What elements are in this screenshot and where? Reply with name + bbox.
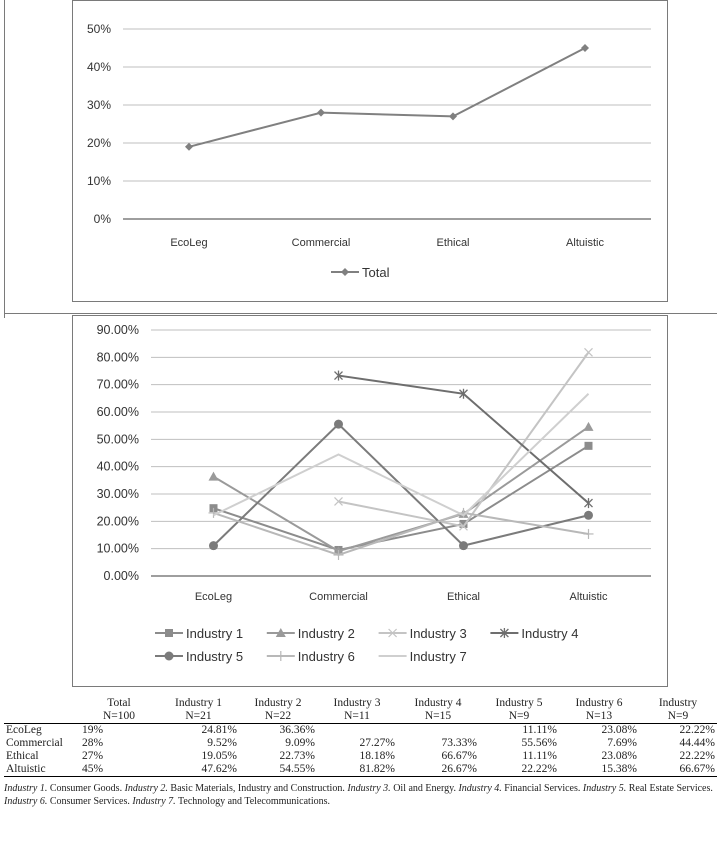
legend-industry-1-label: Industry 1	[186, 626, 244, 641]
legend-industry-3-label: Industry 3	[409, 626, 467, 641]
xtick-label-commercial: Commercial	[291, 237, 351, 249]
note-industry-label: Industry 2.	[124, 783, 168, 794]
note-industry-text: Basic Materials, Industry and Construction.	[167, 783, 348, 794]
ytick-label: 30%	[86, 98, 111, 112]
table-cell: 26.67%	[397, 763, 479, 777]
legend-total-label: Total	[362, 265, 390, 280]
table-cell: 22.22%	[479, 763, 559, 777]
column-header-line1: Industry 2	[254, 697, 302, 709]
note-industry-text: Oil and Energy.	[390, 783, 459, 794]
note-industry-text: Consumer Goods.	[47, 783, 125, 794]
column-header-line1: Industry	[658, 697, 698, 709]
xtick-label-altuistic: Altuistic	[569, 591, 608, 603]
ytick-label: 40%	[86, 60, 111, 74]
column-header-line2: N=22	[264, 710, 292, 722]
xtick-label-altuistic: Altuistic	[566, 237, 604, 249]
table-body	[4, 724, 717, 777]
table-cell: 9.52%	[207, 737, 237, 749]
note-industry-text: Real Estate Services.	[626, 783, 713, 794]
note-industry-label: Industry 4.	[458, 783, 502, 794]
ytick-label: 20%	[86, 136, 111, 150]
table-cell: 45%	[80, 763, 158, 777]
column-header-line2: N=13	[585, 710, 613, 722]
ytick-label: 40.00%	[96, 459, 139, 474]
ytick-label: 0.00%	[103, 569, 139, 583]
table-cell: 15.38%	[559, 763, 639, 777]
note-industry-label: Industry 6.	[4, 796, 48, 807]
series-industry-6	[209, 508, 594, 560]
table-cell: 27%	[82, 750, 104, 762]
outer-frame-left	[4, 0, 5, 318]
table-cell: 11.11%	[522, 750, 557, 762]
series-industry-2-point-ecoleg	[209, 472, 219, 481]
column-header-line1: Industry 3	[333, 697, 381, 709]
note-industry-text: Consumer Services.	[47, 796, 133, 807]
column-header-line2: N=11	[344, 710, 370, 722]
series-industry-4-point-altuistic	[585, 498, 593, 508]
table-row-ecoleg	[4, 724, 717, 738]
industry-chart-panel	[72, 315, 668, 687]
table-row-ethical	[4, 750, 717, 763]
total-line-chart	[73, 1, 667, 301]
ytick-label: 20.00%	[96, 514, 139, 529]
legend-industry-2-label: Industry 2	[297, 626, 355, 641]
table-cell: 22.22%	[679, 724, 715, 736]
ytick-label: 70.00%	[96, 377, 139, 392]
column-header-industry-4	[397, 697, 479, 724]
table-cell: 22.73%	[279, 750, 315, 762]
row-label: EcoLeg	[6, 724, 42, 736]
table-cell: 23.08%	[601, 750, 637, 762]
series-industry-5-point-ecoleg	[209, 541, 218, 550]
results-table	[4, 697, 717, 777]
legend-total-marker	[341, 268, 349, 276]
column-header-line1: Industry 6	[575, 697, 623, 709]
table-cell: 28%	[82, 737, 104, 749]
column-header-industry-3	[317, 697, 397, 724]
legend-industry-4	[490, 626, 578, 641]
table-note	[4, 782, 714, 844]
table-cell: 55.56%	[521, 737, 557, 749]
total-chart-panel	[72, 0, 668, 302]
xtick-label-ecoleg: EcoLeg	[194, 591, 233, 603]
table-cell	[317, 724, 397, 738]
xtick-label-ethical: Ethical	[446, 591, 481, 603]
column-header-line1: Total	[107, 697, 131, 709]
ytick-label: 10.00%	[96, 541, 139, 556]
industry-line-chart	[73, 316, 667, 686]
column-header-line2: N=21	[185, 710, 212, 722]
legend-industry-3	[379, 626, 467, 641]
table-row-altuistic	[4, 763, 717, 777]
column-header-industry-1	[158, 697, 239, 724]
legend-industry-1-marker	[165, 629, 173, 637]
series-industry-2-point-altuistic	[584, 422, 594, 431]
legend-industry-6	[267, 649, 355, 664]
table-header-row	[4, 697, 717, 724]
column-header-line2: N=9	[508, 710, 530, 722]
ytick-label: 50.00%	[96, 432, 139, 447]
table-row-commercial	[4, 737, 717, 750]
series-industry-5-point-altuistic	[584, 511, 593, 520]
ytick-label: 50%	[86, 22, 111, 36]
table-cell: 44.44%	[679, 737, 715, 749]
series-industry-5-point-commercial	[334, 420, 343, 429]
series-industry-1	[210, 442, 593, 554]
legend-industry-7	[379, 649, 467, 664]
legend-industry-6-label: Industry 6	[297, 649, 355, 664]
table-cell: 18.18%	[359, 750, 395, 762]
legend-industry-1	[155, 626, 243, 641]
column-header-industry-5	[479, 697, 559, 724]
table-cell: 11.11%	[522, 724, 557, 736]
series-industry-6-point-altuistic	[584, 529, 594, 539]
table-cell: 73.33%	[441, 737, 477, 749]
column-header-industry-6	[559, 697, 639, 724]
ytick-label: 10%	[86, 174, 111, 188]
legend-industry-2	[267, 626, 355, 641]
outer-frame-divider	[4, 313, 717, 314]
note-industry-label: Industry 1.	[4, 783, 48, 794]
legend-industry-5-marker	[165, 652, 174, 661]
table-cell: 19.05%	[201, 750, 237, 762]
ytick-label: 60.00%	[96, 405, 139, 419]
column-header-industry	[639, 697, 717, 724]
table-cell: 66.67%	[441, 750, 477, 762]
note-industry-text: Financial Services.	[501, 783, 583, 794]
legend-industry-6-marker	[276, 651, 286, 661]
table-cell: 47.62%	[158, 763, 239, 777]
row-label: Commercial	[6, 737, 63, 749]
legend-industry-7-label: Industry 7	[409, 649, 467, 664]
note-industry-text: Technology and Telecommunications.	[175, 796, 330, 807]
series-total-point-commercial	[317, 109, 325, 117]
ytick-label: 80.00%	[96, 350, 139, 365]
xtick-label-ecoleg: EcoLeg	[170, 237, 208, 249]
ytick-label: 0%	[93, 212, 111, 226]
legend-industry-4-label: Industry 4	[521, 626, 579, 641]
table-cell: 27.27%	[359, 737, 395, 749]
ytick-label: 90.00%	[96, 323, 139, 337]
note-industry-label: Industry 3.	[347, 783, 391, 794]
column-header-total	[80, 697, 158, 724]
table-cell: 66.67%	[639, 763, 717, 777]
table-cell: 22.22%	[679, 750, 715, 762]
column-header-line1: Industry 5	[495, 697, 543, 709]
table-cell: 54.55%	[239, 763, 317, 777]
row-label: Altuistic	[4, 763, 80, 777]
legend-industry-5-label: Industry 5	[186, 649, 244, 664]
series-industry-3-point-altuistic	[585, 348, 593, 356]
table-cell: 36.36%	[279, 724, 315, 736]
table-cell: 9.09%	[285, 737, 315, 749]
table-cell: 7.69%	[607, 737, 637, 749]
series-total-point-ecoleg	[185, 143, 193, 151]
xtick-label-commercial: Commercial	[309, 591, 368, 603]
series-total-point-ethical	[449, 112, 457, 120]
column-header-line2: N=15	[424, 710, 452, 722]
series-industry-1-point-altuistic	[585, 442, 593, 450]
legend-industry-5	[155, 649, 243, 664]
ytick-label: 30.00%	[96, 487, 139, 501]
table-cell: 24.81%	[201, 724, 237, 736]
xtick-label-ethical: Ethical	[436, 237, 470, 249]
column-header-line2: N=9	[667, 710, 689, 722]
series-total-point-altuistic	[581, 44, 589, 52]
column-header-line1: Industry 1	[175, 697, 222, 709]
column-header-line2: N=100	[102, 710, 136, 722]
note-industry-label: Industry 7.	[132, 796, 176, 807]
series-total-line-0	[189, 48, 585, 147]
note-industry-label: Industry 5.	[582, 783, 627, 794]
series-industry-5-point-ethical	[459, 541, 468, 550]
column-header-industry-2	[239, 697, 317, 724]
table-cell: 81.82%	[317, 763, 397, 777]
table-cell: 19%	[82, 724, 104, 736]
row-label: Ethical	[6, 750, 39, 762]
column-header-blank	[4, 697, 80, 724]
table-cell	[397, 724, 479, 738]
column-header-line1: Industry 4	[414, 697, 462, 709]
series-total	[185, 44, 589, 151]
table-cell: 23.08%	[601, 724, 637, 736]
legend-total	[331, 265, 390, 280]
